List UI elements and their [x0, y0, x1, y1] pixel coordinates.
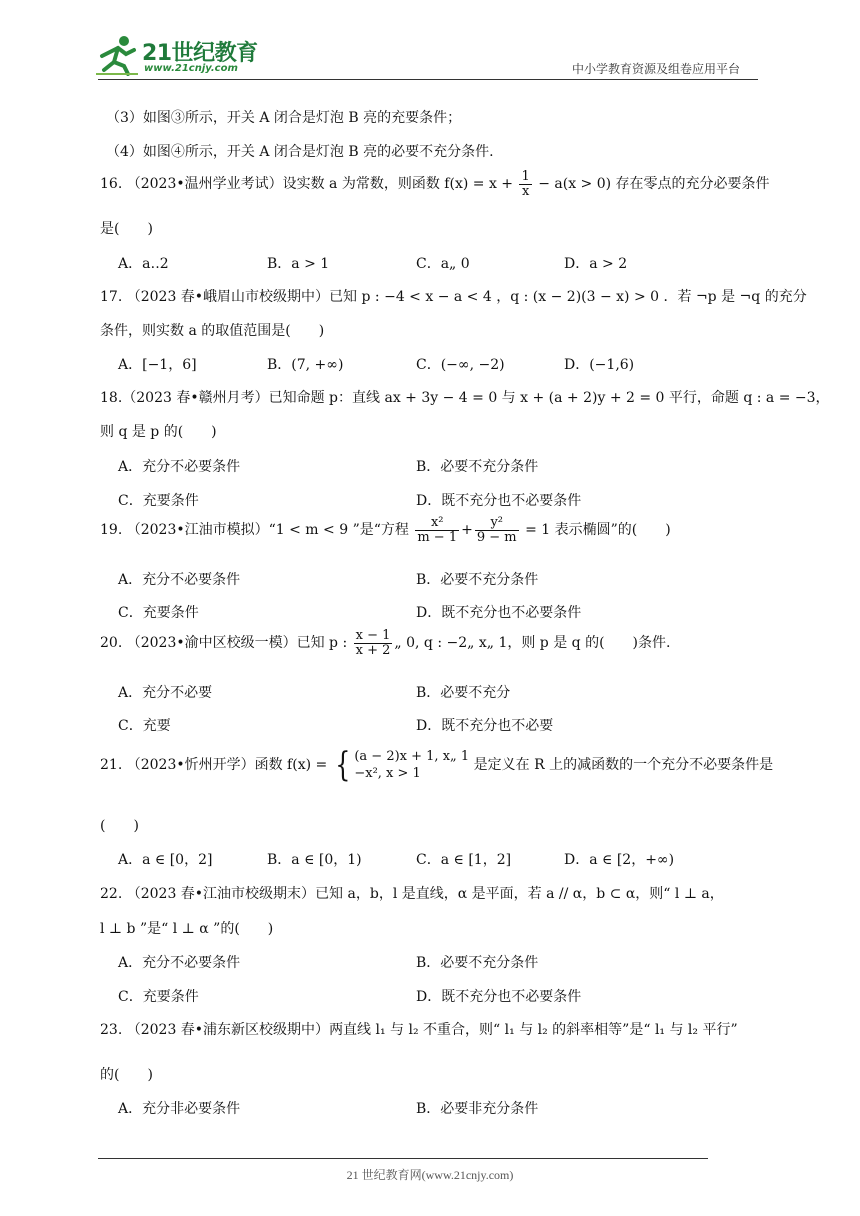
question-source: （2023•忻州开学）	[126, 757, 255, 773]
question-stem-cont: = 1 表示椭圆”的( )	[525, 522, 671, 539]
footer-text[interactable]: 21 世纪教育网(www.21cnjy.com)	[346, 1168, 514, 1182]
question-source: （2023•江油市模拟）	[126, 522, 269, 539]
option-b[interactable]: B．必要不充分条件	[416, 955, 539, 971]
question-stem: 设实数 a 为常数，则函数 f(x) = x +	[282, 176, 514, 193]
site-logo	[94, 34, 264, 78]
option-c[interactable]: C．充要条件	[118, 605, 199, 621]
option-b[interactable]: B．必要不充分条件	[416, 572, 539, 588]
question-stem-line2: ( )	[100, 818, 139, 834]
option-b[interactable]: B．a > 1	[267, 256, 330, 272]
question-22	[100, 883, 724, 903]
fraction: $\frac{1}{x}$	[521, 169, 530, 199]
question-stem: 函数 f(x) =	[254, 757, 328, 773]
question-16	[100, 170, 770, 198]
logo-url: www.21cnjy.com	[144, 63, 238, 74]
runner-logo-icon	[94, 34, 140, 76]
question-source: （2023 春•峨眉山市校级期中）	[126, 289, 330, 305]
option-c[interactable]: C．充要条件	[118, 493, 199, 509]
option-c[interactable]: C．充要条件	[118, 989, 199, 1005]
option-c[interactable]: C．a ∈ [1，2]	[416, 852, 512, 868]
question-number: 18.	[100, 390, 123, 406]
option-a[interactable]: A．充分不必要条件	[118, 459, 241, 475]
option-c[interactable]: C．a„ 0	[416, 256, 470, 272]
question-number: 23.	[100, 1022, 123, 1038]
question-source: （2023 春•江油市校级期末）	[126, 886, 316, 902]
fraction: $\frac{\text{x²}}{m - 1}$	[417, 515, 458, 545]
option-a[interactable]: A．充分不必要条件	[118, 955, 241, 971]
question-stem: 两直线 l₁ 与 l₂ 不重合，则“ l₁ 与 l₂ 的斜率相等”是“ l₁ 与 l₂ 平行”	[329, 1022, 738, 1038]
option-c[interactable]: C．(−∞, −2)	[416, 357, 505, 373]
question-stem: 已知 p : −4 < x − a < 4 ，q : (x − 2)(3 − x) > 0 ．若 ¬p 是 ¬q 的充分	[329, 289, 807, 305]
question-number: 19.	[100, 522, 123, 539]
question-number: 21.	[100, 757, 123, 773]
piecewise-cases: (a − 2)x + 1, x„ 1 −x², x > 1	[354, 749, 470, 781]
question-stem: 已知命题 p：直线 ax + 3y − 4 = 0 与 x + (a + 2)y + 2 = 0 平行，命题 q : a = −3，	[268, 390, 830, 406]
question-20	[100, 629, 670, 657]
option-d[interactable]: D．既不充分也不必要条件	[416, 605, 582, 621]
question-stem: 已知 p :	[296, 635, 348, 652]
question-stem-line2: 是( )	[100, 221, 153, 237]
fraction: $\frac{\text{y²}}{9 - m}$	[476, 515, 517, 545]
question-stem: “1 < m < 9 ”是“方程	[268, 522, 409, 539]
option-d[interactable]: D．a ∈ [2，+∞)	[564, 852, 675, 868]
option-b[interactable]: B．必要不充分	[416, 685, 511, 701]
continuation-item-3: （3）如图③所示，开关 A 闭合是灯泡 B 亮的充要条件；	[106, 110, 462, 126]
option-c[interactable]: C．充要	[118, 718, 171, 734]
question-stem-cont: 是定义在 R 上的减函数的一个充分不必要条件是	[473, 757, 774, 773]
option-a[interactable]: A．充分非必要条件	[118, 1101, 241, 1117]
question-source: （2023•渝中区校级一模）	[126, 635, 297, 652]
question-21	[100, 745, 774, 785]
question-source: （2023 春•赣州月考）	[122, 390, 269, 406]
question-number: 16.	[100, 176, 123, 193]
question-stem-line2: 则 q 是 p 的( )	[100, 424, 217, 440]
option-d[interactable]: D．既不充分也不必要条件	[416, 989, 582, 1005]
option-d[interactable]: D．a > 2	[564, 256, 628, 272]
option-b[interactable]: B．(7, +∞)	[267, 357, 344, 373]
question-stem: 已知 a，b，l 是直线，α 是平面，若 a // α，b ⊂ α，则“ l ⊥ a，	[315, 886, 724, 902]
piecewise-brace: {	[334, 745, 351, 785]
question-17	[100, 286, 807, 306]
question-stem-line2: 的( )	[100, 1067, 153, 1083]
option-a[interactable]: A．a‥2	[118, 256, 169, 272]
question-stem-cont: − a(x > 0) 存在零点的充分必要条件	[538, 176, 770, 193]
header-divider	[98, 79, 758, 80]
option-a[interactable]: A．充分不必要条件	[118, 572, 241, 588]
platform-name: 中小学教育资源及组卷应用平台	[572, 62, 741, 76]
question-source: （2023 春•浦东新区校级期中）	[126, 1022, 330, 1038]
option-b[interactable]: B．a ∈ [0，1)	[267, 852, 362, 868]
option-d[interactable]: D．(−1,6)	[564, 357, 635, 373]
question-number: 22.	[100, 886, 123, 902]
option-d[interactable]: D．既不充分也不必要	[416, 718, 554, 734]
question-19: 19. （2023•江油市模拟）“1 < m < 9 ”是“方程 $\frac{\text{x²}}{m - 1}$ + $\frac{\text{y²}}{9 - m}$ = 1 表示椭圆”的( )	[100, 515, 671, 545]
logo-title: 21世纪教育	[142, 41, 258, 66]
question-number: 20.	[100, 635, 123, 652]
option-b[interactable]: B．必要非充分条件	[416, 1101, 539, 1117]
question-number: 17.	[100, 289, 123, 305]
question-23	[100, 1019, 738, 1039]
footer-divider	[98, 1158, 708, 1159]
question-stem-cont: „ 0, q : −2„ x„ 1，则 p 是 q 的( )条件.	[394, 635, 671, 652]
question-18	[100, 387, 830, 407]
option-a[interactable]: A．[−1，6]	[118, 357, 197, 373]
option-a[interactable]: A．a ∈ [0，2]	[118, 852, 213, 868]
question-source: （2023•温州学业考试）	[126, 176, 283, 193]
option-b[interactable]: B．必要不充分条件	[416, 459, 539, 475]
fraction: $\frac{x - 1}{x + 2}$	[355, 628, 391, 658]
option-a[interactable]: A．充分不必要	[118, 685, 213, 701]
continuation-item-4: （4）如图④所示，开关 A 闭合是灯泡 B 亮的必要不充分条件.	[106, 144, 494, 160]
question-stem-line2: l ⊥ b ”是“ l ⊥ α ”的( )	[100, 921, 274, 937]
question-stem-line2: 条件，则实数 a 的取值范围是( )	[100, 323, 325, 339]
option-d[interactable]: D．既不充分也不必要条件	[416, 493, 582, 509]
